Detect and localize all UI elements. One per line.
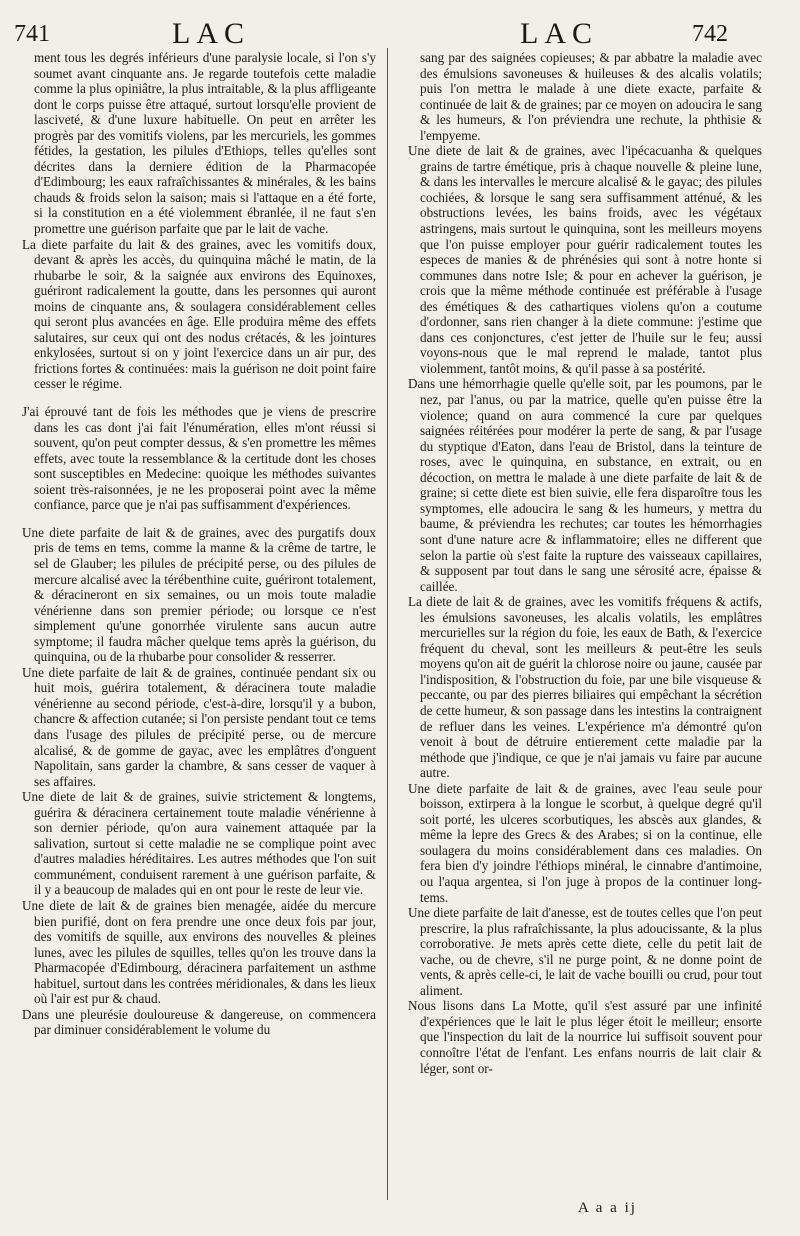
page-footer — [0, 1200, 800, 1224]
paragraph: Une diete parfaite de lait & de graines, avec l'eau seule pour boisson, extirpera à la longue le scorbut, à quelque degré qu'il soit porté, les ulceres scorbutiques, les abscès aux glandes, & même la lepre des Grecs & des Arabes; si on la continue, elle soulagera du moins considérablement dans ces maladies. On fera bien d'y joindre l'éthiops minéral, le cinnabre d'antimoine, ou l'aqua argentea, si l'on juge à propos de la continuer long-tems. — [408, 780, 762, 905]
right-text-column — [408, 50, 762, 1198]
paragraph: La diete de lait & de graines, avec les vomitifs fréquens & actifs, les émulsions savoneuses, les alcalis volatils, les emplâtres mercurielles sur la région du foie, les eaux de Bath, & l'exercice fréquent du cheval, sont les meilleurs & peut-être les seuls moyens qu'on ait de guérit la chlorose noire ou jaune, causée par l'indisposition, & l'obstruction du foie, par une bile visqueuse & peccante, ou par des pierres biliaires qui empêchant la sécrétion de cette humeur, & son passage dans les intestins la contraignent de refluer dans les veines. L'expérience m'a démontré qu'on venoit à bout de détruire entierement cette maladie par la méthode que j'indique, ce que je n'ai jamais vu faire par aucune autre. — [408, 594, 762, 781]
paragraph: La diete parfaite du lait & des graines, avec les vomitifs doux, devant & après les accès, du quinquina mâché le matin, de la rhubarbe le soir, & la saignée aux environs des Equinoxes, guériront radicalement la goutte, dans les personnes qui auront moins de cinquante ans, & soulagera considérablement celles qui seront plus avancées en âge. Elle produira même des effets salutaires, sur ceux qui ont des nodus crétacés, & les jointures enkylosées, surtout si on y joint l'exercice dans un air pur, des frictions fortes & continuées: mais la guérison ne doit point faire cesser le régime. — [22, 236, 376, 392]
running-header — [0, 14, 800, 54]
paragraph: Une diete parfaite de lait d'anesse, est de toutes celles que l'on peut prescrire, la plus rafraîchissante, la plus adoucissante, & la plus corroborative. Je mets après cette diete, celle du petit lait de vache, ou de chevre, s'il ne purge point, & ne donne point de vents, & après celle-ci, le lait de vache bouilli ou crud, pour tout aliment. — [408, 905, 762, 998]
paragraph: Une diete de lait & de graines, avec l'ipécacuanha & quelques grains de tartre émétique, pris à chaque nouvelle & pleine lune, & dans les intervalles le mercure alcalisé & le gayac; des pilules cochiées, & lorsque le sang sera suffisamment atténué, & les obstructions levées, les bains froids, avec les végétaux astringens, mais surtout le quinquina, sont les meilleurs moyens que l'on puisse employer pour guérir radicalement toutes les especes de manies & de phrénésies qui sont à notre honte si communes dans notre Isle; & pour en achever la guérison, je crois que la même méthode continuée est préférable à l'usage des émétiques & des cathartiques violens qu'on a coutume d'ordonner, sans rien changer à la diete commune: j'estime que dans ces conjonctures, c'est jetter de l'huile sur le feu; aussi voyons-nous que le mal reprend le malade, tantot plus violemment, tantôt moins, & qu'il passe à sa postérité. — [408, 143, 762, 376]
paragraph: Une diete de lait & de graines, suivie strictement & longtems, guérira & déracinera certainement toute maladie vénérienne à son dernier période, qu'on aura vainement attaquée par la salivation, surtout si cette maladie ne se complique point avec d'autres maladies héréditaires. Les autres méthodes que l'on suit communément, conduisent rarement à une guérison parfaite, & il y a beaucoup de malades qui en ont pour le reste de leur vie. — [22, 789, 376, 898]
paragraph: ment tous les degrés inférieurs d'une paralysie locale, si l'on s'y soumet avant cinquante ans. Je regarde toutefois cette maladie comme la plus opiniâtre, la plus intraitable, & la plus affligeante dont le corps puisse être attaqué, surtout lorsqu'elle provient de lasciveté, & d'une luxure habituelle. On peut en arrêter les progrès par des vomitifs violens, par les mercuriels, les gommes fétides, la gestation, les pilules d'Ethiops, telles qu'elles sont décrites dans la derniere édition de la Pharmacopée d'Edimbourg; les eaux rafraîchissantes & minérales, & les bains chauds & froids selon la saison; mais si l'attaque en a été forte, si la constitution en a été violemment ébranlée, il ne faut s'en promettre une guérison parfaite que par le lait de vache. — [34, 50, 376, 237]
running-title-left: LAC — [172, 17, 250, 50]
paragraph: Dans une hémorrhagie quelle qu'elle soit, par les poumons, par le nez, par l'anus, ou par la matrice, quelle qu'en puisse être la violence; quand on aura commencé la cure par quelques saignées réitérées pour modérer la perte de sang, & par l'usage du styptique d'Eaton, dans l'eau de Bristol, dans la teinture de roses, avec le quinquina, en substance, en extrait, ou en décoction, on mettra le malade à une diete parfaite de lait & de graine; si cette diete est bien suivie, elle fera disparoître tous les symptomes, elle adoucira le sang & les humeurs, y mettra du baume, & préviendra les rechutes; car toutes les hémorrhagies sont d'une nature acre & inflammatoire; elles ne different que selon la partie où s'est faite la rupture des vaisseaux capillaires, & supposent par tout dans le sang une sérosité acre, épaisse & caillée. — [408, 376, 762, 594]
paragraph: Nous lisons dans La Motte, qu'il s'est assuré par une infinité d'expériences que le lait le plus léger étoit le meilleur; ensorte que l'inspection du lait de la nourrice lui suffisoit souvent pour connoître l'état de l'enfant. Les enfans nourris de lait clair & léger, sont or- — [408, 998, 762, 1076]
paragraph: Une diete parfaite de lait & de graines, avec des purgatifs doux pris de tems en tems, comme la manne & la crême de tartre, le sel de Glauber; les pilules de précipité perse, ou des pilules de mercure alcalisé avec la térébenthine cuite, guériront totalement, & déracineront en six semaines, ou un mois toute maladie vénérienne dans son premier période; ou lorsque ce n'est simplement qu'une gonorrhée virulente sans aucun autre symptome; il faudra mâcher quelque tems après la guérison, du quinquina, ou de la rhubarbe pour consolider & resserrer. — [22, 524, 376, 665]
paragraph: Dans une pleurésie douloureuse & dangereuse, on commencera par diminuer considérablement le volume du — [22, 1006, 376, 1038]
page-number-left: 741 — [14, 21, 50, 47]
running-title-right: LAC — [520, 17, 598, 50]
paragraph: Une diete parfaite de lait & de graines, continuée pendant six ou huit mois, guérira totalement, & déracinera toute maladie vénérienne au second période, c'est-à-dire, lorsqu'il y a bubon, chancre & affection cutanée; si l'on persiste pendant tout ce tems dans l'usage des pilules de précipité perse, ou de mercure alcalisé, & de gomme de gayac, avec les emplâtres d'onguent Napolitain, sans garder la chambre, & sans cesser de vaquer à ses affaires. — [22, 664, 376, 789]
paragraph: Une diete de lait & de graines bien menagée, aidée du mercure bien purifié, dont on fera prendre une once deux fois par jour, des vomitifs de squille, aux environs des nouvelles & pleines lunes, avec les pilules de squilles, telles qu'on les trouve dans la Pharmacopée d'Edimbourg, déracinera parfaitement un asthme habituel, surtout dans les contrées méridionales, & dans les lieux où l'air est pur & chaud. — [22, 897, 376, 1007]
signature-mark: A a a ij — [578, 1200, 637, 1216]
column-divider — [387, 48, 388, 1200]
paragraph: J'ai éprouvé tant de fois les méthodes que je viens de prescrire dans les cas dont j'ai fait l'énumération, elles m'ont réussi si souvent, qu'on peut compter dessus, & s'en promettre les mêmes effets, avec toute la ressemblance & la certitude dont les choses sont susceptibles en Medecine: quoique les méthodes suivantes soient très-raisonnées, je ne les proposerai point avec la même confiance, parce que je n'ai pas suffisamment d'expériences. — [22, 404, 376, 513]
page-number-right: 742 — [692, 21, 728, 47]
paragraph: sang par des saignées copieuses; & par abbatre la maladie avec des émulsions savoneuses & huileuses & des alcalis volatils; puis l'on mettra le malade à une diete exacte, parfaite & continuée de lait & de graines; par ce moyen on adoucira le sang & les humeurs, & l'on préviendra une rechute, la phthisie & l'empyeme. — [420, 50, 762, 143]
left-text-column — [22, 50, 376, 1198]
